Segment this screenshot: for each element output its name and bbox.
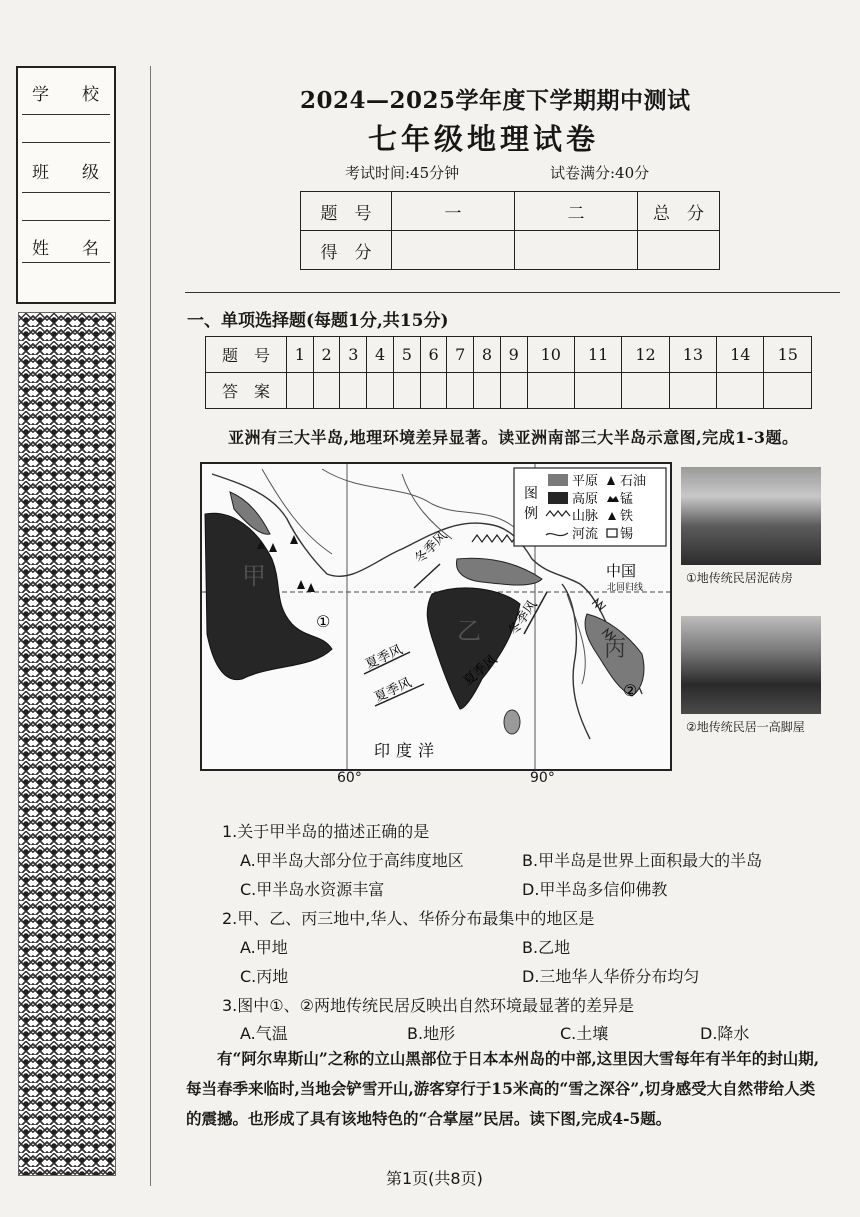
name-label-b: 名 — [82, 239, 99, 259]
question-1-stem: 1.关于甲半岛的描述正确的是 — [222, 822, 430, 841]
answer-number-cell: 1 — [287, 337, 314, 373]
label-tropic: 北回归线 — [607, 583, 644, 593]
legend-plain-swatch — [548, 474, 568, 486]
winter-wind-label-2: 冬季风 — [505, 597, 541, 639]
answer-number-cell: 14 — [717, 337, 764, 373]
legend-river-label: 河流 — [572, 527, 599, 542]
label-jia: 甲 — [242, 562, 266, 590]
score-label-cell: 得 分 — [301, 231, 392, 270]
question-2-option-c[interactable]: C.丙地 — [240, 967, 289, 986]
answer-number-cell: 7 — [447, 337, 474, 373]
legend-manganese-label: 锰 — [620, 492, 634, 507]
school-label-a: 学 — [32, 85, 49, 105]
answer-blank-cell[interactable] — [393, 373, 420, 409]
summer-wind-label-3: 夏季风 — [460, 652, 501, 690]
full-score: 试卷满分:40分 — [550, 164, 650, 182]
legend-tin-icon — [607, 529, 617, 537]
sri-lanka — [504, 710, 520, 734]
question-3-option-b[interactable]: B.地形 — [407, 1024, 456, 1043]
legend-tin-label: 锡 — [620, 527, 634, 542]
score-table — [300, 191, 720, 270]
score-table-row — [301, 231, 720, 270]
legend-plain-label: 平原 — [572, 474, 599, 489]
score-blank-cell[interactable] — [638, 231, 720, 270]
legend-plateau-swatch — [548, 492, 568, 504]
legend-mountain-label: 山脉 — [572, 509, 599, 524]
question-1-option-d[interactable]: D.甲半岛多信仰佛教 — [522, 880, 668, 899]
answer-number-cell: 12 — [622, 337, 669, 373]
answer-number-cell: 9 — [500, 337, 527, 373]
legend-plateau-label: 高原 — [572, 492, 599, 507]
answer-number-cell: 11 — [574, 337, 621, 373]
class-underline — [22, 192, 110, 193]
question-1-option-b[interactable]: B.甲半岛是世界上面积最大的半岛 — [522, 851, 763, 870]
score-header-cell: 二 — [515, 192, 638, 231]
malay-coast — [562, 584, 590, 739]
answer-blank-cell[interactable] — [527, 373, 574, 409]
answer-blank-cell[interactable] — [474, 373, 501, 409]
answer-blank-cell[interactable] — [622, 373, 669, 409]
score-header-cell: 总 分 — [638, 192, 720, 231]
map-graphic — [202, 464, 670, 769]
question-3-stem: 3.图中①、②两地传统民居反映出自然环境最显著的差异是 — [222, 996, 634, 1015]
label-circle-2: ② — [623, 681, 638, 700]
answer-blank-cell[interactable] — [669, 373, 716, 409]
answer-number-row — [206, 337, 812, 373]
answer-blank-row — [206, 373, 812, 409]
answer-blank-cell[interactable] — [313, 373, 340, 409]
answer-number-cell: 6 — [420, 337, 447, 373]
paper-title: 七年级地理试卷 — [368, 122, 600, 156]
deccan-plateau — [427, 588, 520, 709]
score-header-cell: 题 号 — [301, 192, 392, 231]
summer-wind-label-2: 夏季风 — [372, 675, 415, 706]
answer-number-cell: 4 — [367, 337, 394, 373]
longitude-90-label: 90° — [530, 770, 555, 786]
label-indian-ocean: 印度洋 — [374, 741, 441, 760]
question-intro-4-5: 有“阿尔卑斯山”之称的立山黑部位于日本本州岛的中部,这里因大雪每年有半年的封山期,每当春季来临时,当地会铲雪开山,游客穿行于15米高的“雪之深谷”,切身感受大自然带给人类的震撼。也形成了具有该地特色的“合掌屋”民居。读下图,完成4-5题。 — [186, 1049, 820, 1128]
south-asia-peninsula-map — [200, 462, 672, 771]
score-blank-cell[interactable] — [392, 231, 515, 270]
answer-table — [205, 336, 812, 409]
mud-brick-house-photo — [681, 467, 821, 565]
answer-blank-cell[interactable] — [717, 373, 764, 409]
question-3-option-a[interactable]: A.气温 — [240, 1024, 288, 1043]
binding-info-box — [16, 66, 116, 304]
answer-number-cell: 3 — [340, 337, 367, 373]
class-blank-line — [22, 220, 110, 221]
question-3-option-d[interactable]: D.降水 — [700, 1024, 750, 1043]
answer-blank-cell[interactable] — [367, 373, 394, 409]
binding-pattern-strip — [18, 312, 116, 1176]
answer-blank-cell[interactable] — [340, 373, 367, 409]
longitude-60-label: 60° — [337, 770, 362, 786]
page-footer: 第1页(共8页) — [386, 1169, 483, 1188]
answer-label: 答 案 — [206, 373, 287, 409]
answer-blank-cell[interactable] — [764, 373, 812, 409]
class-label-b: 级 — [82, 163, 99, 183]
score-blank-cell[interactable] — [515, 231, 638, 270]
winter-wind-arrow — [414, 564, 440, 588]
year-title: 2024—2025学年度下学期期中测试 — [300, 87, 691, 114]
answer-number-cell: 8 — [474, 337, 501, 373]
answer-number-cell: 15 — [764, 337, 812, 373]
section-title: 一、单项选择题(每题1分,共15分) — [187, 311, 449, 331]
question-1-option-c[interactable]: C.甲半岛水资源丰富 — [240, 880, 385, 899]
legend-title-b: 例 — [524, 506, 538, 522]
question-2-option-a[interactable]: A.甲地 — [240, 938, 288, 957]
answer-number-cell: 5 — [393, 337, 420, 373]
answer-number-cell: 2 — [313, 337, 340, 373]
label-bing: 丙 — [604, 637, 627, 662]
legend-iron-label: 铁 — [620, 509, 634, 524]
answer-blank-cell[interactable] — [500, 373, 527, 409]
question-intro: 亚洲有三大半岛,地理环境差异显著。读亚洲南部三大半岛示意图,完成1-3题。 — [228, 428, 799, 447]
label-china: 中国 — [606, 562, 637, 580]
school-underline — [22, 114, 110, 115]
school-blank-line — [22, 142, 110, 143]
question-2-option-d[interactable]: D.三地华人华侨分布均匀 — [522, 967, 700, 986]
answer-blank-cell[interactable] — [420, 373, 447, 409]
name-label-a: 姓 — [32, 239, 49, 259]
label-circle-1: ① — [316, 612, 331, 631]
question-2-stem: 2.甲、乙、丙三地中,华人、华侨分布最集中的地区是 — [222, 909, 595, 928]
question-2-option-b[interactable]: B.乙地 — [522, 938, 571, 957]
label-yi: 乙 — [457, 617, 481, 645]
score-table-row — [301, 192, 720, 231]
summer-wind-label-1: 夏季风 — [363, 642, 406, 673]
binding-cut-line — [150, 66, 151, 1186]
photo2-caption: ②地传统民居一高脚屋 — [686, 720, 805, 734]
answer-number-header: 题 号 — [206, 337, 287, 373]
answer-number-cell: 10 — [527, 337, 574, 373]
class-label-a: 班 — [32, 163, 49, 183]
answer-blank-cell[interactable] — [574, 373, 621, 409]
winter-wind-label-1: 冬季风 — [412, 528, 451, 567]
answer-blank-cell[interactable] — [287, 373, 314, 409]
score-header-cell: 一 — [392, 192, 515, 231]
school-label-b: 校 — [82, 85, 99, 105]
ganges-plain — [456, 558, 542, 585]
legend-title-a: 图 — [524, 486, 538, 502]
question-3-option-c[interactable]: C.土壤 — [560, 1024, 609, 1043]
answer-blank-cell[interactable] — [447, 373, 474, 409]
stilt-house-photo — [681, 616, 821, 714]
photo1-caption: ①地传统民居泥砖房 — [686, 571, 793, 585]
answer-number-cell: 13 — [669, 337, 716, 373]
exam-time: 考试时间:45分钟 — [345, 164, 460, 182]
question-1-option-a[interactable]: A.甲半岛大部分位于高纬度地区 — [240, 851, 464, 870]
header-divider — [185, 292, 840, 293]
name-underline — [22, 262, 110, 263]
legend-oil-label: 石油 — [620, 474, 647, 489]
